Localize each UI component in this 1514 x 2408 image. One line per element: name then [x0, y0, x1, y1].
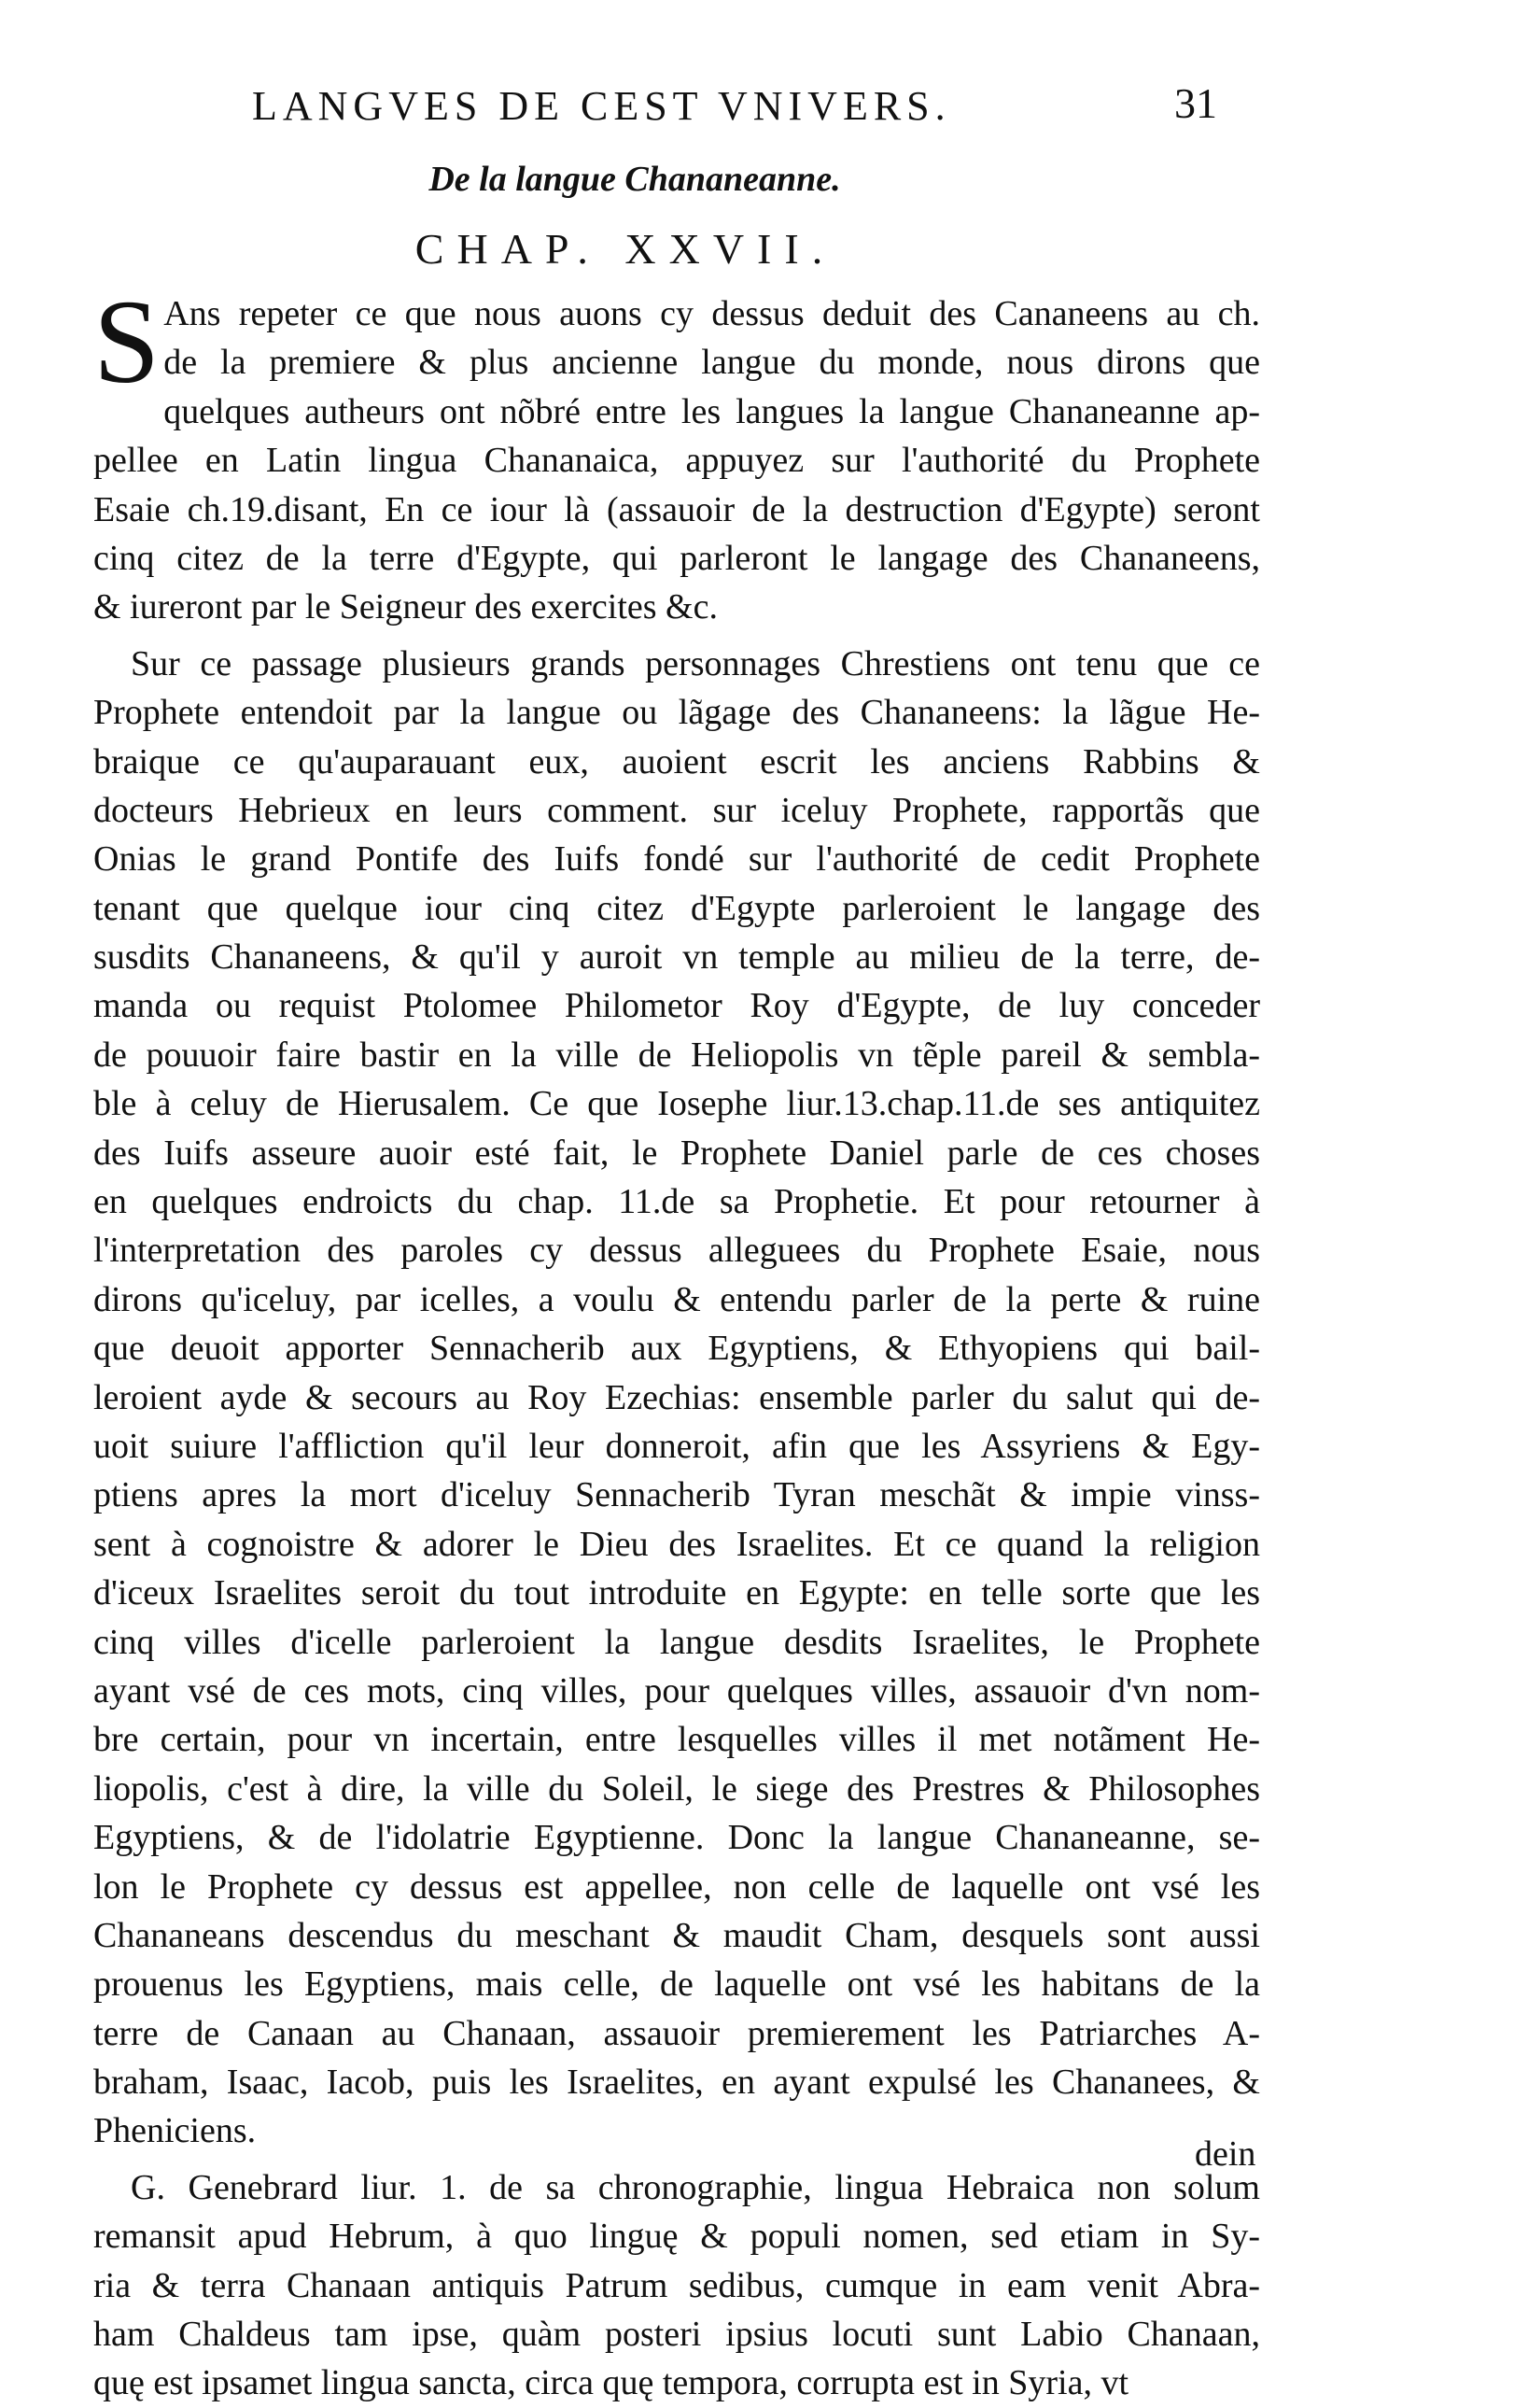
- text-line: Egyptiens, & de l'idolatrie Egyptienne. Donc la langue Chananeanne, se-: [93, 1818, 1260, 1858]
- text-line: docteurs Hebrieux en leurs comment. sur iceluy Prophete, rapportãs que: [93, 790, 1260, 830]
- text-line: cinq citez de la terre d'Egypte, qui parleront le langage des Chananeens,: [93, 538, 1260, 578]
- text-line: quelques autheurs ont nõbré entre les langues la langue Chananeanne ap-: [163, 391, 1260, 431]
- paragraph: [93, 2163, 1260, 2408]
- text-line: lon le Prophete cy dessus est appellee, non celle de laquelle ont vsé les: [93, 1866, 1260, 1907]
- text-line: & iureront par le Seigneur des exercites &c.: [93, 587, 718, 627]
- page-number: 31: [1174, 79, 1217, 127]
- text-line: terre de Canaan au Chanaan, assauoir premierement les Patriarches A-: [93, 2013, 1260, 2053]
- text-line: leroient ayde & secours au Roy Ezechias: ensemble parler du salut qui de-: [93, 1377, 1260, 1417]
- text-line: pellee en Latin lingua Chananaica, appuyez sur l'authorité du Prophete: [93, 441, 1260, 481]
- chapter-heading: CHAP. XXVII.: [414, 225, 836, 273]
- text-line: bre certain, pour vn incertain, entre lesquelles villes il met notãment He-: [93, 1720, 1260, 1760]
- drop-capital: S: [93, 275, 161, 408]
- text-line: en quelques endroicts du chap. 11.de sa Prophetie. Et pour retourner à: [93, 1182, 1260, 1222]
- paragraph: [93, 275, 1260, 632]
- text-line: de pouuoir faire bastir en la ville de Heliopolis vn tẽple pareil & sembla-: [93, 1035, 1260, 1075]
- text-line: Sur ce passage plusieurs grands personnages Chrestiens ont tenu que ce: [131, 643, 1260, 683]
- text-line: ayant vsé de ces mots, cinq villes, pour quelques villes, assauoir d'vn nom-: [93, 1670, 1260, 1711]
- text-line: Ans repeter ce que nous auons cy dessus deduit des Cananeens au ch.: [163, 294, 1260, 333]
- text-line: d'iceux Israelites seroit du tout introduite en Egypte: en telle sorte que les: [93, 1573, 1260, 1613]
- text-line: des Iuifs asseure auoir esté fait, le Prophete Daniel parle de ces choses: [93, 1133, 1260, 1173]
- text-line: tenant que quelque iour cinq citez d'Egypte parleroient le langage des: [93, 888, 1260, 928]
- paragraph-gap: [93, 2156, 1260, 2163]
- text-line: liopolis, c'est à dire, la ville du Soleil, le siege des Prestres & Philosophes: [93, 1768, 1260, 1809]
- chapter-subtitle: De la langue Chananeanne.: [428, 160, 841, 199]
- text-line: de la premiere & plus ancienne langue du monde, nous dirons que: [163, 343, 1260, 383]
- text-line: Esaie ch.19.disant, En ce iour là (assauoir de la destruction d'Egypte) seront: [93, 489, 1260, 529]
- text-line: susdits Chananeens, & qu'il y auroit vn temple au milieu de la terre, de-: [93, 937, 1260, 978]
- text-line: l'interpretation des paroles cy dessus alleguees du Prophete Esaie, nous: [93, 1231, 1260, 1271]
- text-line: dirons qu'iceluy, par icelles, a voulu & entendu parler de la perte & ruine: [93, 1279, 1260, 1319]
- text-line: G. Genebrard liur. 1. de sa chronographie, lingua Hebraica non solum: [131, 2167, 1260, 2207]
- catchword: dein: [1195, 2134, 1256, 2174]
- text-line: Chananeans descendus du meschant & maudit Cham, desquels sont aussi: [93, 1915, 1260, 1955]
- text-line: cinq villes d'icelle parleroient la langue desdits Israelites, le Prophete: [93, 1622, 1260, 1662]
- text-line: braham, Isaac, Iacob, puis les Israelites, en ayant expulsé les Chananees, &: [93, 2063, 1260, 2103]
- text-line: quę est ipsamet lingua sancta, circa quę tempora, corrupta est in Syria, vt: [93, 2363, 1129, 2403]
- text-line: sent à cognoistre & adorer le Dieu des Israelites. Et ce quand la religion: [93, 1524, 1260, 1564]
- text-line: manda ou requist Ptolomee Philometor Roy d'Egypte, de luy conceder: [93, 986, 1260, 1026]
- paragraph: [93, 640, 1260, 2156]
- text-line: Pheniciens.: [93, 2111, 257, 2151]
- text-line: que deuoit apporter Sennacherib aux Egyptiens, & Ethyopiens qui bail-: [93, 1329, 1260, 1369]
- running-title: LANGVES DE CEST VNIVERS.: [252, 83, 951, 129]
- paragraph-gap: [93, 632, 1260, 640]
- text-line: uoit suiure l'affliction qu'il leur donneroit, afin que les Assyriens & Egy-: [93, 1426, 1260, 1466]
- text-line: ria & terra Chanaan antiquis Patrum sedibus, cumque in eam venit Abra-: [93, 2265, 1260, 2305]
- text-line: prouenus les Egyptiens, mais celle, de laquelle ont vsé les habitans de la: [93, 1964, 1260, 2005]
- text-line: Prophete entendoit par la langue ou lãgage des Chananeens: la lãgue He-: [93, 693, 1260, 733]
- text-line: ble à celuy de Hierusalem. Ce que Iosephe liur.13.chap.11.de ses antiquitez: [93, 1084, 1260, 1124]
- page-body: [93, 275, 1260, 2408]
- text-line: Onias le grand Pontife des Iuifs fondé sur l'authorité de cedit Prophete: [93, 839, 1260, 880]
- text-line: ham Chaldeus tam ipse, quàm posteri ipsius locuti sunt Labio Chanaan,: [93, 2315, 1260, 2355]
- text-line: ptiens apres la mort d'iceluy Sennacherib Tyran meschãt & impie vinss-: [93, 1475, 1260, 1515]
- text-line: remansit apud Hebrum, à quo linguę & populi nomen, sed etiam in Sy-: [93, 2217, 1260, 2257]
- text-line: braique ce qu'auparauant eux, auoient escrit les anciens Rabbins &: [93, 741, 1260, 782]
- page-header: [0, 73, 1514, 138]
